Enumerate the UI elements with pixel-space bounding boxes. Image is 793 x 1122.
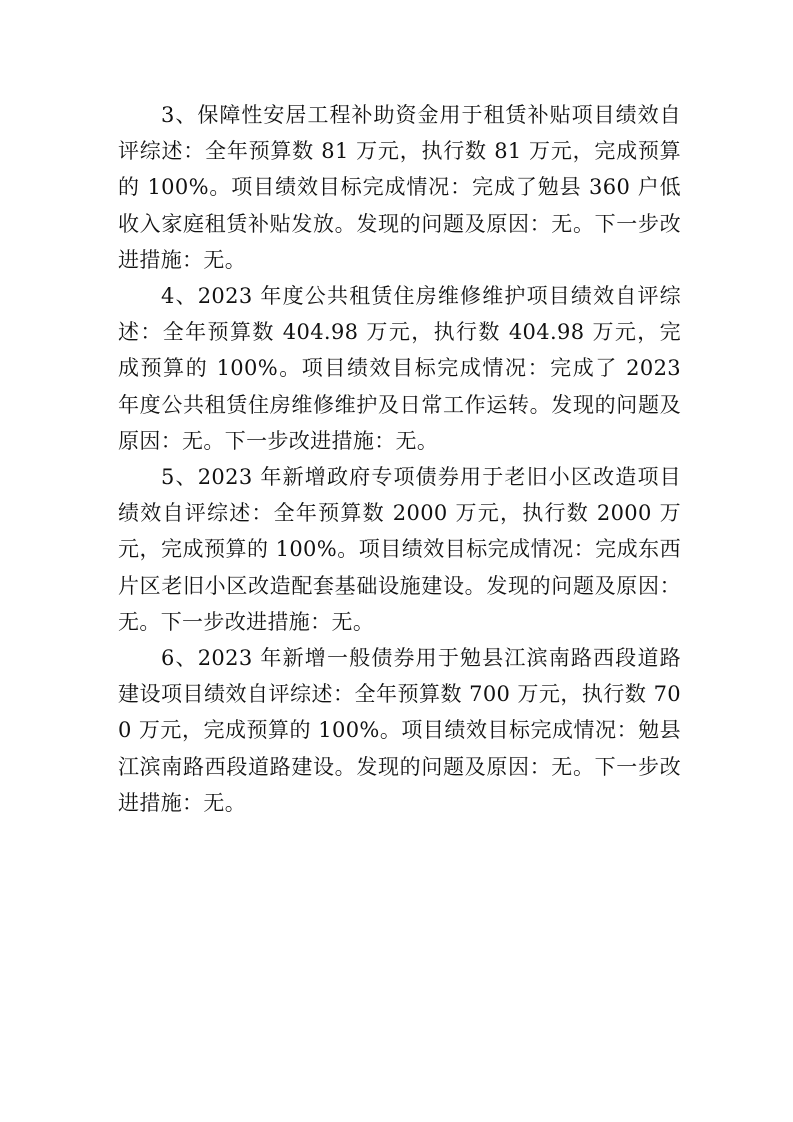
- paragraph-item-3: 3、保障性安居工程补助资金用于租赁补贴项目绩效自评综述：全年预算数 81 万元，执行数 81 万元，完成预算的 100%。项目绩效目标完成情况：完成了勉县 360 户低收入家庭租赁补贴发放。发现的问题及原因：无。下一步改进措施：无。: [118, 103, 681, 272]
- document-body: [118, 97, 681, 821]
- paragraph-item-6: 6、2023 年新增一般债券用于勉县江滨南路西段道路建设项目绩效自评综述：全年预算数 700 万元，执行数 700 万元，完成预算的 100%。项目绩效目标完成情况：勉县江滨南路西段道路建设。发现的问题及原因：无。下一步改进措施：无。: [118, 646, 681, 815]
- paragraph-item-4: 4、2023 年度公共租赁住房维修维护项目绩效自评综述：全年预算数 404.98 万元，执行数 404.98 万元，完成预算的 100%。项目绩效目标完成情况：完成了 2023 年度公共租赁住房维修维护及日常工作运转。发现的问题及原因：无。下一步改进措施：无。: [118, 284, 681, 453]
- paragraph-item-5: 5、2023 年新增政府专项债券用于老旧小区改造项目绩效自评综述：全年预算数 2000 万元，执行数 2000 万元，完成预算的 100%。项目绩效目标完成情况：完成东西片区老旧小区改造配套基础设施建设。发现的问题及原因：无。下一步改进措施：无。: [118, 465, 681, 634]
